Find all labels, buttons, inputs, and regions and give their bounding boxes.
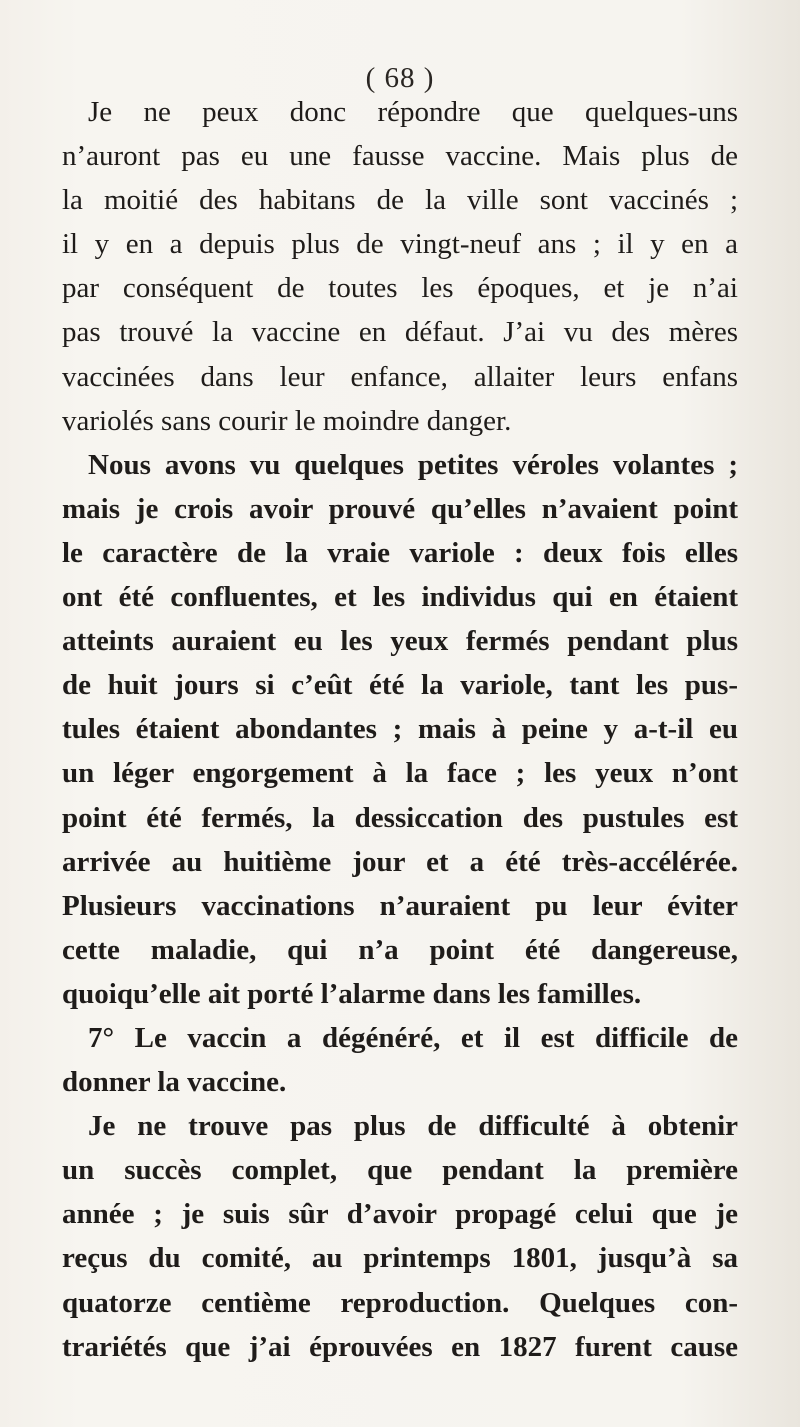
text-line: Plusieurs vaccinations n’auraient pu leur éviter [62,889,738,922]
text-line: quoiqu’elle ait porté l’alarme dans les familles. [62,977,642,1010]
text-line: par conséquent de toutes les époques, et je n’ai [62,272,738,305]
text-line: il y en a depuis plus de vingt-neuf ans ; il y en a [62,228,738,261]
paragraph-2 [62,443,738,1016]
text-line: trariétés que j’ai éprouvées en 1827 furent cause [62,1330,738,1363]
text-line: Nous avons vu quelques petites véroles volantes ; [88,448,738,481]
paragraph-3 [62,1016,738,1104]
text-line: 7° Le vaccin a dégénéré, et il est difficile de [88,1021,738,1054]
text-line: tules étaient abondantes ; mais à peine y a-t-il eu [62,713,738,746]
text-line: un léger engorgement à la face ; les yeux n’ont [62,757,738,790]
text-line: variolés sans courir le moindre danger. [62,404,512,437]
paragraph-1 [62,90,738,443]
text-line: de huit jours si c’eût été la variole, tant les pus- [62,669,738,702]
text-line: pas trouvé la vaccine en défaut. J’ai vu des mères [62,316,738,349]
text-line: cette maladie, qui n’a point été dangereuse, [62,933,738,966]
text-line: atteints auraient eu les yeux fermés pendant plus [62,625,738,658]
text-line: donner la vaccine. [62,1066,287,1099]
text-line: point été fermés, la dessiccation des pustules est [62,801,738,834]
page-number: ( 68 ) [365,62,435,94]
text-line: vaccinées dans leur enfance, allaiter leurs enfans [62,360,738,393]
paragraph-4 [62,1104,738,1369]
text-line: mais je crois avoir prouvé qu’elles n’avaient point [62,492,738,525]
text-line: année ; je suis sûr d’avoir propagé celui que je [62,1198,738,1231]
text-line: Je ne trouve pas plus de difficulté à obtenir [88,1110,738,1143]
text-line: quatorze centième reproduction. Quelques con- [62,1286,738,1319]
text-line: reçus du comité, au printemps 1801, jusqu’à sa [62,1242,738,1275]
text-line: le caractère de la vraie variole : deux fois elles [62,536,738,569]
page-body-text [62,90,738,1369]
text-line: un succès complet, que pendant la première [62,1154,738,1187]
text-line: ont été confluentes, et les individus qui en étaient [62,581,738,614]
text-line: n’auront pas eu une fausse vaccine. Mais plus de [62,140,738,173]
text-line: Je ne peux donc répondre que quelques-uns [88,96,738,128]
text-line: la moitié des habitans de la ville sont vaccinés ; [62,184,738,217]
text-line: arrivée au huitième jour et a été très-accélérée. [62,845,738,878]
